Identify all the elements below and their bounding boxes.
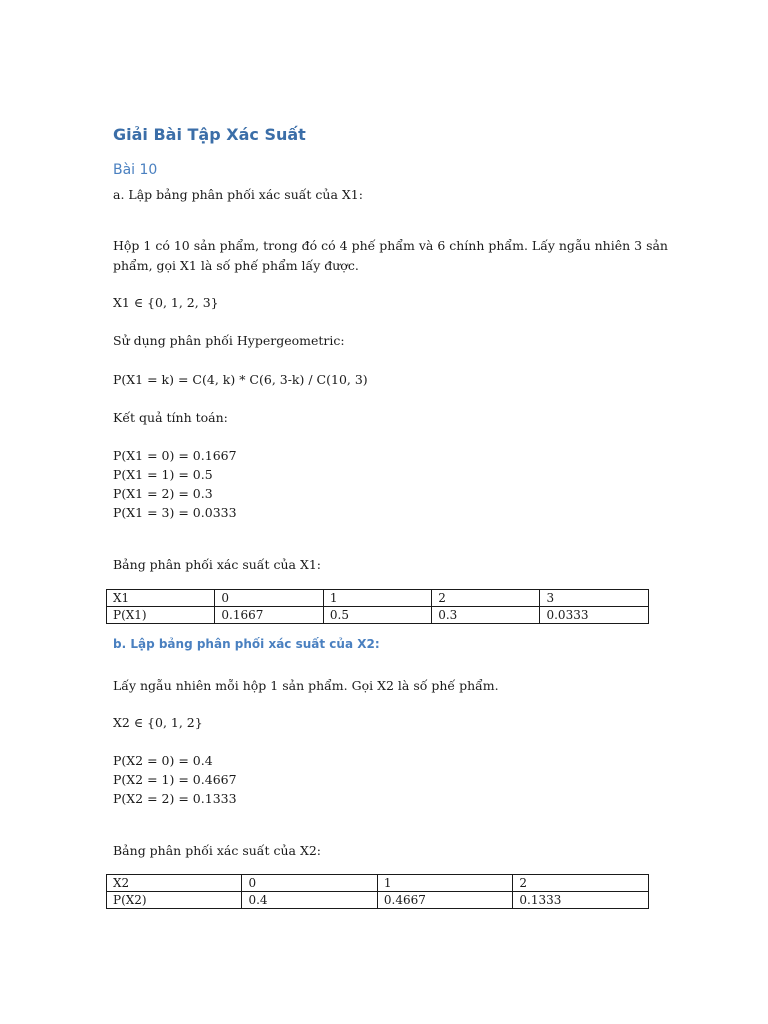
result-line: P(X1 = 3) = 0.0333 — [113, 505, 237, 520]
table-cell: 1 — [377, 875, 513, 892]
table-cell: P(X1) — [107, 607, 215, 624]
table-cell: 0.4667 — [377, 892, 513, 909]
table-cell: X2 — [107, 875, 242, 892]
table-caption: Bảng phân phối xác suất của X2: — [113, 843, 322, 858]
table-cell: 0.5 — [323, 607, 431, 624]
table-cell: X1 — [107, 590, 215, 607]
table-cell: 0.1333 — [513, 892, 649, 909]
page-title: Giải Bài Tập Xác Suất — [113, 125, 306, 144]
table-row — [107, 590, 649, 607]
table-cell: 0.0333 — [540, 607, 649, 624]
table-cell: 0 — [215, 590, 323, 607]
problem-statement-line-2: phẩm, gọi X1 là số phế phẩm lấy được. — [113, 258, 359, 273]
table-cell: P(X2) — [107, 892, 242, 909]
table-cell: 2 — [432, 590, 540, 607]
x1-distribution-table — [106, 589, 649, 624]
part-b-statement: Lấy ngẫu nhiên mỗi hộp 1 sản phẩm. Gọi X2 là số phế phẩm. — [113, 678, 499, 693]
x2-distribution-table — [106, 874, 649, 909]
x2-support: X2 ∈ {0, 1, 2} — [113, 715, 203, 730]
table-cell: 0 — [242, 875, 377, 892]
table-cell: 1 — [323, 590, 431, 607]
exercise-heading: Bài 10 — [113, 162, 158, 178]
table-cell: 0.3 — [432, 607, 540, 624]
table-cell: 3 — [540, 590, 649, 607]
result-line: P(X2 = 2) = 0.1333 — [113, 791, 237, 806]
result-line: P(X2 = 0) = 0.4 — [113, 753, 213, 768]
result-line: P(X1 = 1) = 0.5 — [113, 467, 213, 482]
result-line: P(X1 = 2) = 0.3 — [113, 486, 213, 501]
table-cell: 0.1667 — [215, 607, 323, 624]
part-a-heading: a. Lập bảng phân phối xác suất của X1: — [113, 187, 363, 202]
probability-formula: P(X1 = k) = C(4, k) * C(6, 3-k) / C(10, 3) — [113, 372, 368, 387]
table-caption: Bảng phân phối xác suất của X1: — [113, 557, 322, 572]
problem-statement-line-1: Hộp 1 có 10 sản phẩm, trong đó có 4 phế phẩm và 6 chính phẩm. Lấy ngẫu nhiên 3 sản — [113, 238, 668, 253]
results-heading: Kết quả tính toán: — [113, 410, 228, 425]
table-cell: 0.4 — [242, 892, 377, 909]
table-row — [107, 892, 649, 909]
x1-support: X1 ∈ {0, 1, 2, 3} — [113, 295, 219, 310]
table-row — [107, 607, 649, 624]
part-b-heading: b. Lập bảng phân phối xác suất của X2: — [113, 637, 380, 651]
result-line: P(X2 = 1) = 0.4667 — [113, 772, 237, 787]
distribution-note: Sử dụng phân phối Hypergeometric: — [113, 333, 345, 348]
result-line: P(X1 = 0) = 0.1667 — [113, 448, 237, 463]
table-cell: 2 — [513, 875, 649, 892]
table-row — [107, 875, 649, 892]
